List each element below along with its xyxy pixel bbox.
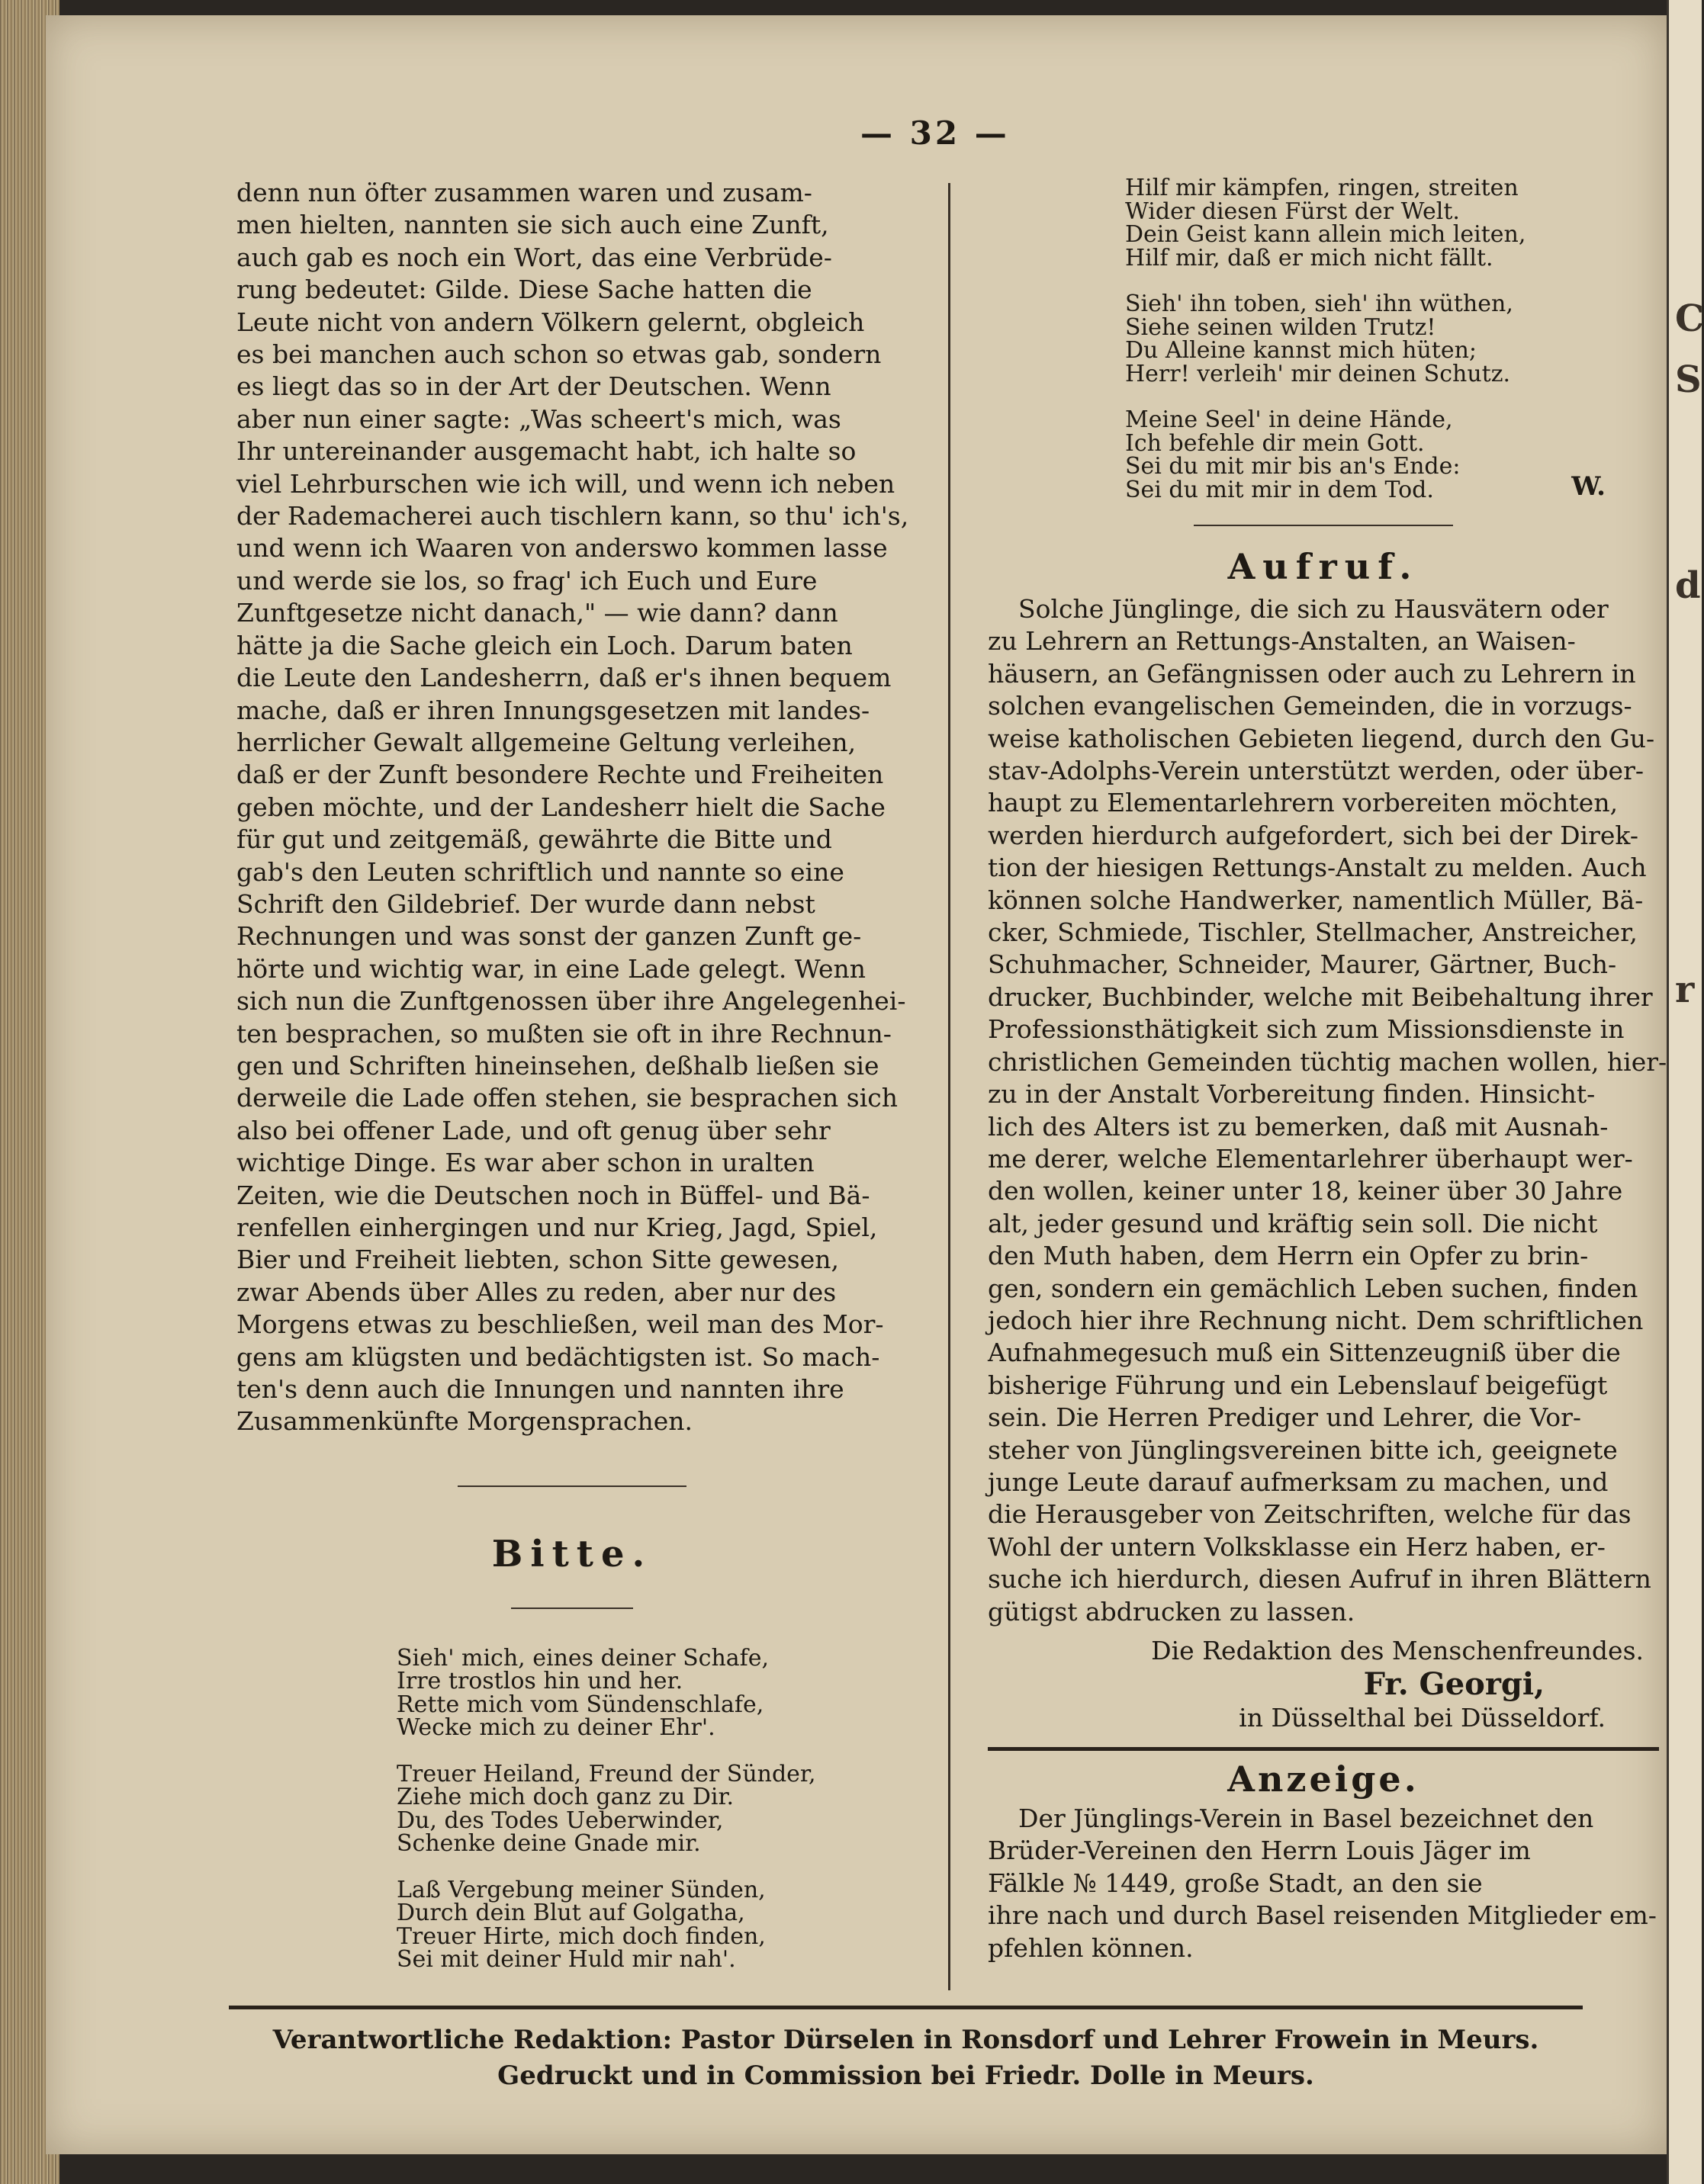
text-line: alt, jeder gesund und kräftig sein soll. Die nicht xyxy=(988,1208,1598,1238)
text-line: gab's den Leuten schriftlich und nannte so eine xyxy=(236,856,844,887)
text-line: steher von Jünglingsvereinen bitte ich, geeignete xyxy=(988,1434,1618,1465)
text-line: Rechnungen und was sonst der ganzen Zunft ge- xyxy=(236,921,862,952)
poem-line: Herr! verleih' mir deinen Schutz. xyxy=(1125,360,1511,387)
text-line: Ihr untereinander ausgemacht habt, ich halte so xyxy=(236,436,857,467)
text-line: der Rademacherei auch tischlern kann, so thu' ich's, xyxy=(236,501,909,532)
poem-stanza xyxy=(397,1644,908,1742)
signature-place: in Düsselthal bei Düsseldorf. xyxy=(1239,1703,1606,1733)
text-line: men hielten, nannten sie sich auch eine Zunft, xyxy=(236,210,829,240)
poem-line: Sei du mit mir bis an's Ende: xyxy=(1125,453,1461,480)
text-line: Zeiten, wie die Deutschen noch in Büffel- und Bä- xyxy=(236,1180,870,1210)
anzeige-body xyxy=(988,1803,1659,1964)
text-line: me derer, welche Elementarlehrer überhaupt wer- xyxy=(988,1143,1633,1174)
text-line: drucker, Buchbinder, welche mit Beibehaltung ihrer xyxy=(988,981,1653,1012)
text-line: und werde sie los, so frag' ich Euch und Eure xyxy=(236,565,818,596)
anzeige-title: Anzeige. xyxy=(1227,1758,1419,1800)
text-line: daß er der Zunft besondere Rechte und Freiheiten xyxy=(236,760,884,790)
text-line: lich des Alters ist zu bemerken, daß mit Ausnah- xyxy=(988,1111,1609,1142)
column-rule xyxy=(948,183,950,1990)
text-line: für gut und zeitgemäß, gewährte die Bitte und xyxy=(236,824,832,855)
poem-line: Ziehe mich doch ganz zu Dir. xyxy=(397,1784,735,1811)
poem-stanza xyxy=(397,1760,908,1858)
page-number: — 32 — xyxy=(860,114,1010,152)
text-line: Morgens etwas zu beschließen, weil man des Mor- xyxy=(236,1309,884,1340)
poem-line: Irre trostlos hin und her. xyxy=(397,1668,683,1695)
poem-line: Siehe seinen wilden Trutz! xyxy=(1125,313,1436,341)
aufruf-signature xyxy=(988,1634,1644,1735)
text-line: zwar Abends über Alles zu reden, aber nur des xyxy=(236,1277,837,1307)
text-line: denn nun öfter zusammen waren und zusam- xyxy=(236,178,812,207)
text-line: gens am klügsten und bedächtigsten ist. So mach- xyxy=(236,1341,880,1372)
article-continuation xyxy=(236,177,908,1438)
text-line: Zunftgesetze nicht danach," — wie dann? dann xyxy=(236,598,838,628)
text-line: ten's denn auch die Innungen und nannten ihre xyxy=(236,1374,844,1405)
text-line: stav-Adolphs-Verein unterstützt werden, oder über- xyxy=(988,756,1645,786)
text-line: herrlicher Gewalt allgemeine Geltung verleihen, xyxy=(236,727,857,757)
poem-line: Hilf mir kämpfen, ringen, streiten xyxy=(1125,175,1519,201)
text-line: tion der hiesigen Rettungs-Anstalt zu melden. Auch xyxy=(988,853,1647,883)
text-line: ihre nach und durch Basel reisenden Mitglieder em- xyxy=(988,1900,1657,1931)
text-line: christlichen Gemeinden tüchtig machen wollen, hier- xyxy=(988,1046,1667,1077)
text-line: Schrift den Gildebrief. Der wurde dann nebst xyxy=(236,888,815,919)
bitte-poem xyxy=(397,1644,908,1974)
poem-stanza xyxy=(1125,177,1659,270)
text-line: mache, daß er ihren Innungsgesetzen mit landes- xyxy=(236,695,870,725)
text-line: aber nun einer sagte: „Was scheert's mich, was xyxy=(236,403,841,434)
poem-continued xyxy=(1125,177,1659,502)
text-line: wichtige Dinge. Es war aber schon in uralten xyxy=(236,1148,815,1178)
poem-stanza xyxy=(1125,293,1659,386)
text-line: können solche Handwerker, namentlich Müller, Bä- xyxy=(988,885,1644,915)
poem-line: Sieh' ihn toben, sieh' ihn wüthen, xyxy=(1125,291,1513,317)
text-line: renfellen einhergingen und nur Krieg, Jagd, Spiel, xyxy=(236,1212,878,1242)
poem-line: Rette mich vom Sündenschlafe, xyxy=(397,1691,764,1718)
text-line: Aufnahmegesuch muß ein Sittenzeugniß über die xyxy=(988,1338,1621,1368)
text-line: hätte ja die Sache gleich ein Loch. Darum baten xyxy=(236,630,853,660)
text-line: es liegt das so in der Art der Deutschen. Wenn xyxy=(236,371,831,402)
text-line: sich nun die Zunftgenossen über ihre Angelegenhei- xyxy=(236,986,906,1017)
text-line: zu in der Anstalt Vorbereitung finden. Hinsicht- xyxy=(988,1079,1596,1110)
bitte-title: Bitte. xyxy=(491,1532,653,1575)
poem-signature: W. xyxy=(1571,471,1606,502)
text-line: Fälkle № 1449, große Stadt, an den sie xyxy=(988,1868,1483,1898)
poem-line: Durch dein Blut auf Golgatha, xyxy=(397,1900,745,1927)
text-line: solchen evangelischen Gemeinden, die in vorzugs- xyxy=(988,691,1632,721)
text-line: derweile die Lade offen stehen, sie besprachen sich xyxy=(236,1083,898,1113)
text-line: Leute nicht von andern Völkern gelernt, obgleich xyxy=(236,307,865,337)
text-line: und wenn ich Waaren von anderswo kommen lasse xyxy=(236,533,888,564)
poem-line: Dein Geist kann allein mich leiten, xyxy=(1125,221,1526,248)
text-line: Bier und Freiheit liebten, schon Sitte gewesen, xyxy=(236,1245,839,1275)
poem-line: Du Alleine kannst mich hüten; xyxy=(1125,337,1477,364)
text-line: Der Jünglings-Verein in Basel bezeichnet den xyxy=(1018,1803,1594,1833)
poem-line: Sei mit deiner Huld mir nah'. xyxy=(397,1946,736,1974)
text-line: den wollen, keiner unter 18, keiner über 30 Jahre xyxy=(988,1176,1623,1206)
footer-rule xyxy=(229,2006,1583,2009)
text-line: Wohl der untern Volksklasse ein Herz haben, er- xyxy=(988,1531,1606,1562)
aufruf-title: Aufruf. xyxy=(1227,546,1419,587)
text-line: die Leute den Landesherrn, daß er's ihnen bequem xyxy=(236,663,892,693)
text-line: werden hierdurch aufgefordert, sich bei der Direk- xyxy=(988,820,1638,850)
text-line: bisherige Führung und ein Lebenslauf beigefügt xyxy=(988,1370,1608,1400)
text-line: viel Lehrburschen wie ich will, und wenn ich neben xyxy=(236,468,895,499)
text-line: Brüder-Vereinen den Herrn Louis Jäger im xyxy=(988,1836,1531,1866)
text-line: die Herausgeber von Zeitschriften, welche für das xyxy=(988,1499,1632,1530)
text-line: suche ich hierdurch, diesen Aufruf in ihren Blättern xyxy=(988,1564,1651,1595)
aufruf-body xyxy=(988,593,1667,1628)
text-line: den Muth haben, dem Herrn ein Opfer zu brin- xyxy=(988,1241,1589,1271)
text-line: geben möchte, und der Landesherr hielt die Sache xyxy=(236,792,886,822)
facing-page-strip: C S d r xyxy=(1667,0,1702,2184)
text-line: sein. Die Herren Prediger und Lehrer, die Vor- xyxy=(988,1402,1582,1433)
footer-printer: Gedruckt und in Commission bei Friedr. Dolle in Meurs. xyxy=(497,2060,1314,2091)
text-line: pfehlen können. xyxy=(988,1932,1194,1963)
text-line: zu Lehrern an Rettungs-Anstalten, an Waisen- xyxy=(988,626,1576,657)
signature-name: Fr. Georgi, xyxy=(1363,1666,1545,1702)
text-line: Professionsthätigkeit sich zum Missionsdienste in xyxy=(988,1014,1625,1045)
poem-line: Ich befehle dir mein Gott. xyxy=(1125,429,1425,457)
poem-stanza xyxy=(397,1876,908,1974)
poem-line: Schenke deine Gnade mir. xyxy=(397,1830,701,1858)
text-line: jedoch hier ihre Rechnung nicht. Dem schriftlichen xyxy=(988,1305,1644,1335)
text-line: weise katholischen Gebieten liegend, durch den Gu- xyxy=(988,723,1655,753)
text-line: gütigst abdrucken zu lassen. xyxy=(988,1596,1355,1627)
section-divider-thick xyxy=(988,1747,1659,1751)
text-line: hörte und wichtig war, in eine Lade gelegt. Wenn xyxy=(236,953,866,984)
text-line: häusern, an Gefängnissen oder auch zu Lehrern in xyxy=(988,658,1636,689)
text-line: auch gab es noch ein Wort, das eine Verbrüde- xyxy=(236,242,832,272)
text-line: gen und Schriften hineinsehen, deßhalb ließen sie xyxy=(236,1050,879,1081)
text-line: Zusammenkünfte Morgensprachen. xyxy=(236,1406,693,1437)
section-divider xyxy=(1194,525,1453,526)
poem-line: Wecke mich zu deiner Ehr'. xyxy=(397,1714,715,1742)
poem-line: Du, des Todes Ueberwinder, xyxy=(397,1807,724,1834)
left-column xyxy=(236,177,908,1995)
title-underline xyxy=(511,1607,633,1609)
signature-editorial: Die Redaktion des Menschenfreundes. xyxy=(1151,1636,1644,1665)
text-line: ten besprachen, so mußten sie oft in ihre Rechnun- xyxy=(236,1018,892,1049)
right-column xyxy=(988,175,1667,1964)
poem-line: Wider diesen Fürst der Welt. xyxy=(1125,198,1460,225)
poem-line: Treuer Hirte, mich doch finden, xyxy=(397,1922,766,1950)
footer-editors: Verantwortliche Redaktion: Pastor Dürselen in Ronsdorf und Lehrer Frowein in Meurs. xyxy=(272,2025,1539,2055)
poem-line: Hilf mir, daß er mich nicht fällt. xyxy=(1125,244,1493,271)
poem-line: Treuer Heiland, Freund der Sünder, xyxy=(397,1760,816,1787)
text-line: Schuhmacher, Schneider, Maurer, Gärtner, Buch- xyxy=(988,949,1617,980)
section-divider xyxy=(458,1485,686,1487)
text-line: gen, sondern ein gemächlich Leben suchen, finden xyxy=(988,1273,1638,1303)
text-line: haupt zu Elementarlehrern vorbereiten möchten, xyxy=(988,788,1619,818)
text-line: rung bedeutet: Gilde. Diese Sache hatten die xyxy=(236,275,812,305)
text-line: cker, Schmiede, Tischler, Stellmacher, Anstreicher, xyxy=(988,917,1638,948)
text-line: es bei manchen auch schon so etwas gab, sondern xyxy=(236,339,882,370)
poem-line: Sieh' mich, eines deiner Schafe, xyxy=(397,1644,770,1672)
poem-line: Laß Vergebung meiner Sünden, xyxy=(397,1876,766,1903)
text-line: also bei offener Lade, und oft genug über sehr xyxy=(236,1115,831,1145)
text-line: Solche Jünglinge, die sich zu Hausvätern oder xyxy=(1018,594,1609,624)
poem-line: Meine Seel' in deine Hände, xyxy=(1125,406,1453,433)
poem-line: Sei du mit mir in dem Tod. xyxy=(1125,476,1434,503)
text-line: junge Leute darauf aufmerksam zu machen, und xyxy=(988,1466,1609,1497)
